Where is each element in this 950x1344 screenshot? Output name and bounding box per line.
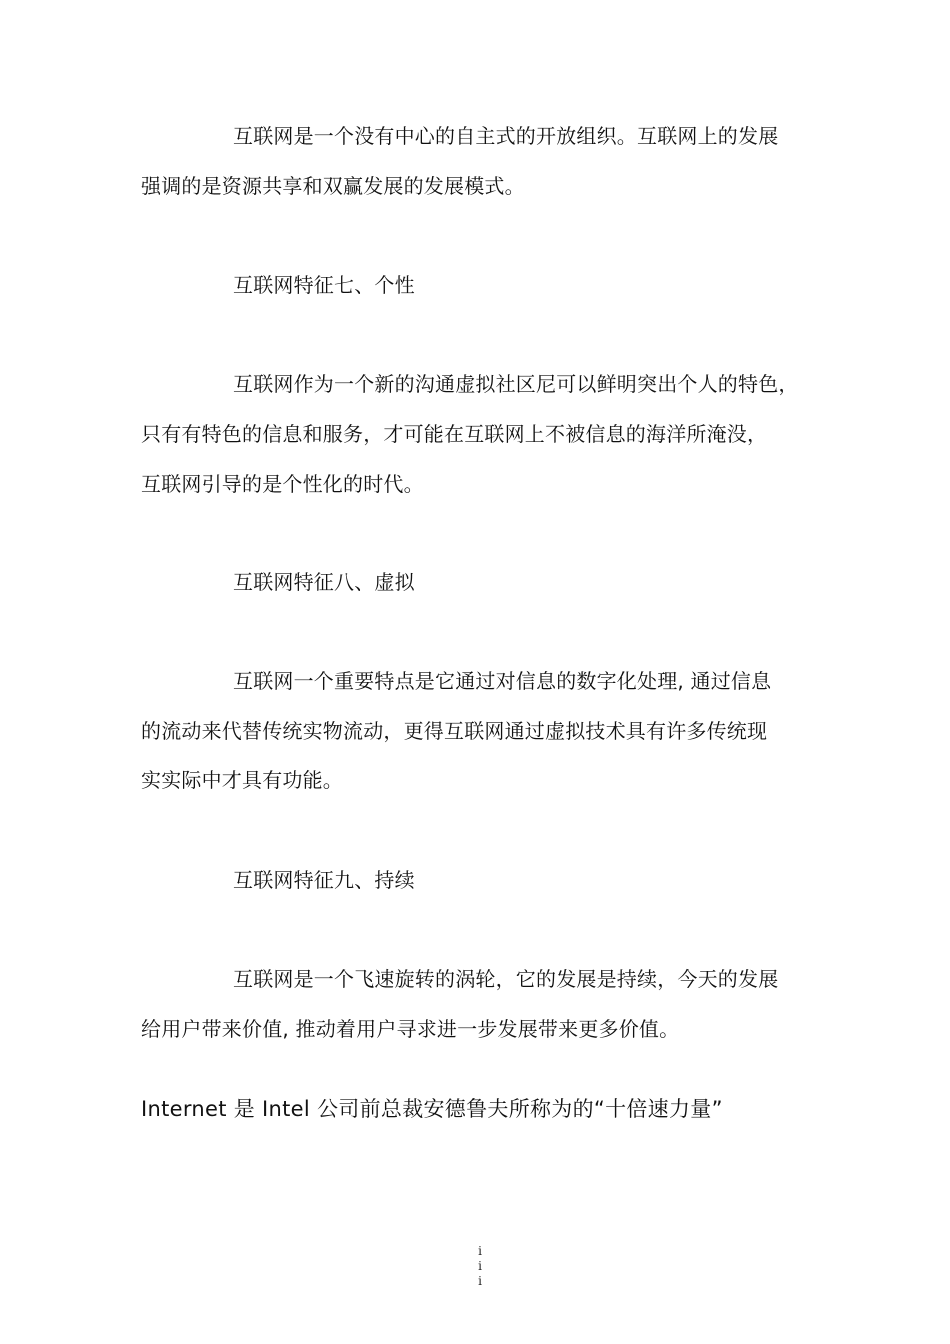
page-mark-3: i [478,1274,482,1288]
paragraph-2-line-2: 只有有特色的信息和服务，才可能在互联网上不被信息的海洋所淹没， [141,422,768,446]
paragraph-1-line-2: 强调的是资源共享和双赢发展的发展模式。 [141,174,525,198]
paragraph-5: Internet 是 Intel 公司前总裁安德鲁夫所称为的“十倍速力量” [141,1097,723,1121]
page-number [473,1244,487,1289]
heading-feature-8: 互联网特征八、虚拟 [233,570,415,594]
paragraph-4-line-2: 给用户带来价值, 推动着用户寻求进一步发展带来更多价值。 [141,1017,680,1041]
paragraph-3-line-2: 的流动来代替传统实物流动，更得互联网通过虚拟技术具有许多传统现 [141,719,768,743]
paragraph-2-line-3: 互联网引导的是个性化的时代。 [141,472,424,496]
paragraph-2-line-1: 互联网作为一个新的沟通虚拟社区尼可以鲜明突出个人的特色， [233,372,799,396]
paragraph-4-line-1: 互联网是一个飞速旋转的涡轮，它的发展是持续，今天的发展 [233,967,779,991]
heading-feature-7: 互联网特征七、个性 [233,273,415,297]
page-mark-1: i [478,1244,482,1258]
heading-feature-9: 互联网特征九、持续 [233,868,415,892]
page-mark-2: i [478,1259,482,1273]
paragraph-3-line-1: 互联网一个重要特点是它通过对信息的数字化处理, 通过信息 [233,669,772,693]
paragraph-3-line-3: 实实际中才具有功能。 [141,768,343,792]
paragraph-1-line-1: 互联网是一个没有中心的自主式的开放组织。互联网上的发展 [233,124,779,148]
